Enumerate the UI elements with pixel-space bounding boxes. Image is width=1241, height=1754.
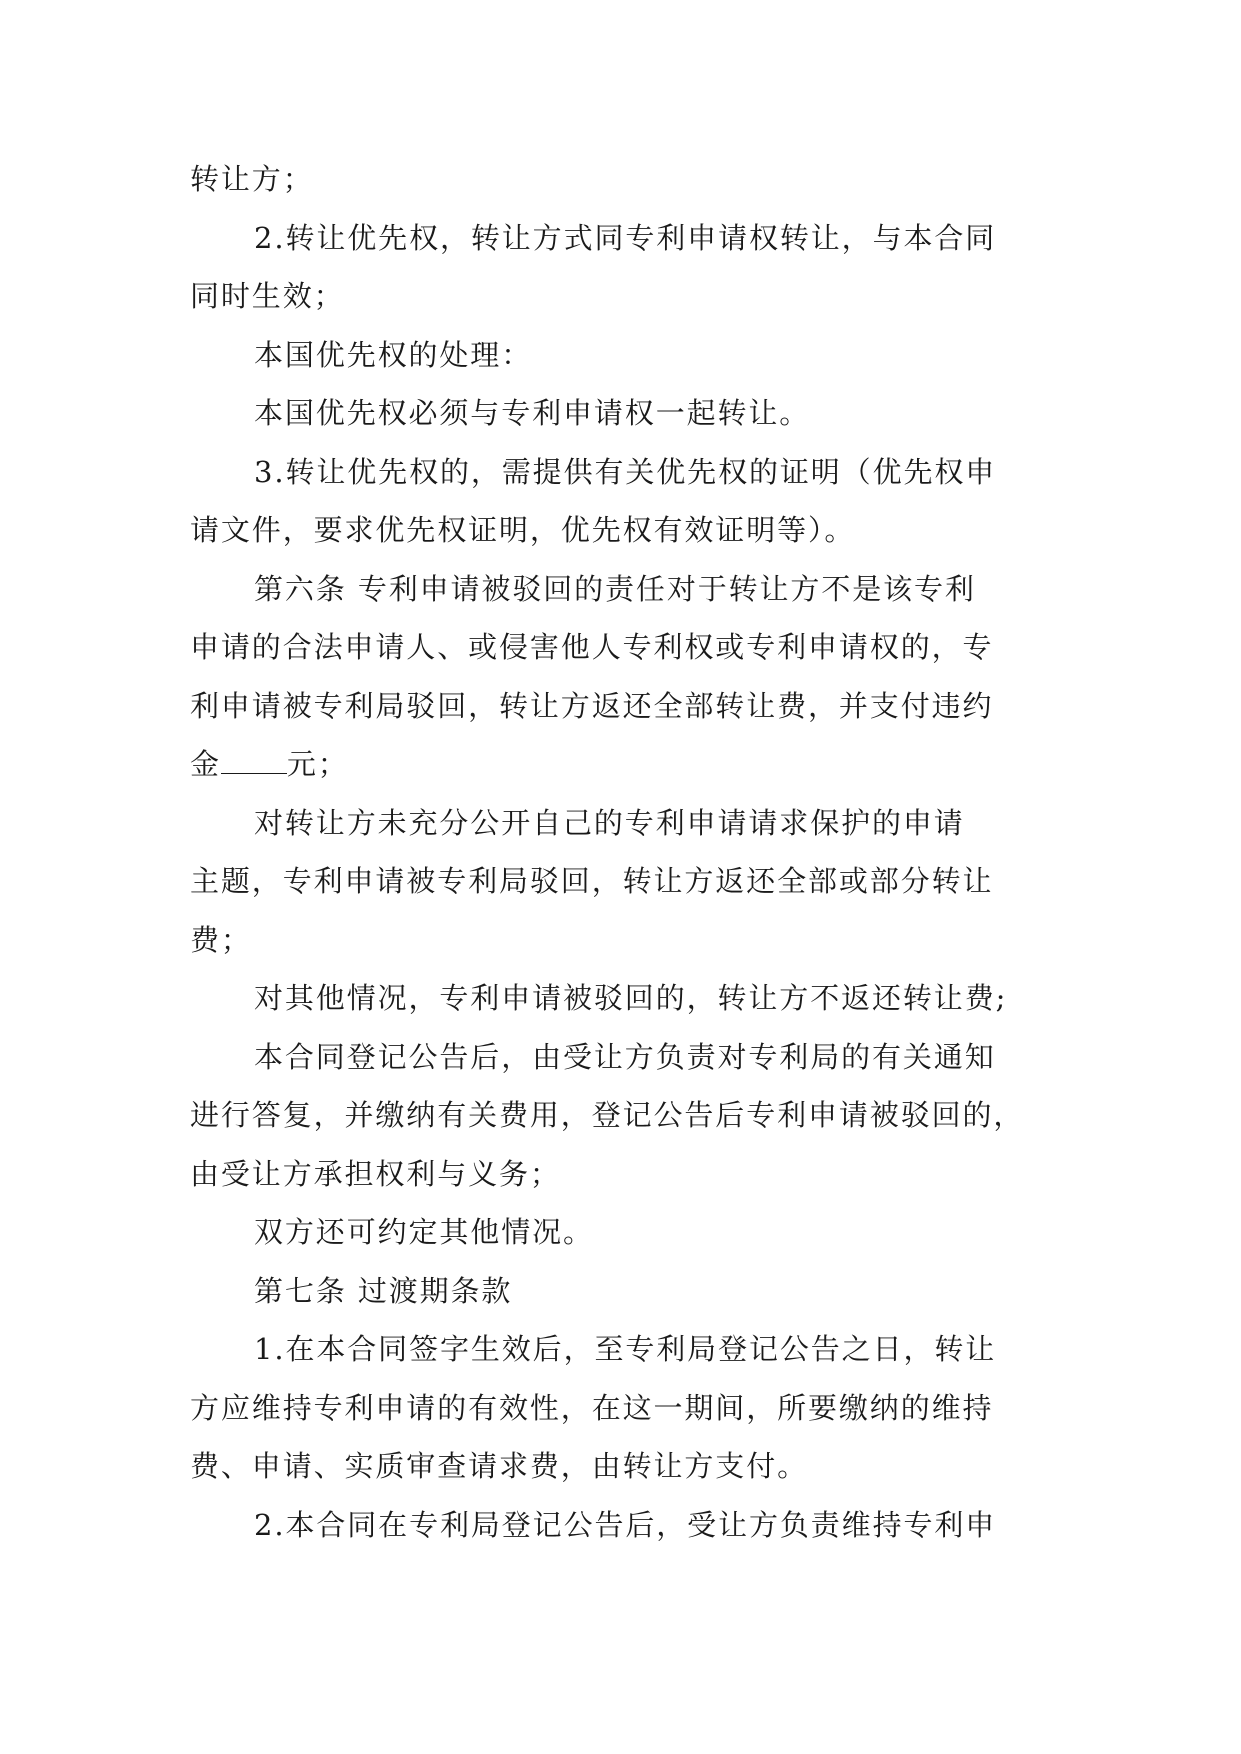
- text-line: 本合同登记公告后，由受让方负责对专利局的有关通知: [254, 1039, 996, 1074]
- paragraph-domestic-priority-rule: [190, 384, 1050, 443]
- text-line: 进行答复，并缴纳有关费用，登记公告后专利申请被驳回的，: [190, 1098, 1025, 1132]
- penalty-label: 金: [190, 747, 221, 781]
- paragraph-priority-proof: [190, 443, 1050, 560]
- text-line: 主题，专利申请被专利局驳回，转让方返还全部或部分转让: [190, 864, 994, 898]
- paragraph-article-6: [190, 560, 1050, 794]
- text-line: 申请的合法申请人、或侵害他人专利权或专利申请权的，专: [190, 630, 994, 664]
- paragraph-transition-2: [190, 1496, 1050, 1555]
- text-line: 同时生效；: [190, 279, 345, 313]
- text-line: 第七条 过渡期条款: [254, 1273, 513, 1308]
- paragraph-insufficient-disclosure: [190, 794, 1050, 970]
- paragraph-transition-1: [190, 1320, 1050, 1496]
- text-line: 对其他情况，专利申请被驳回的，转让方不返还转让费;: [254, 981, 1008, 1015]
- text-line: 请文件，要求优先权证明，优先权有效证明等）。: [190, 513, 856, 547]
- paragraph-priority-transfer: [190, 209, 1050, 326]
- text-line: 1.在本合同签字生效后，至专利局登记公告之日，转让: [254, 1332, 997, 1366]
- text-line: 对转让方未充分公开自己的专利申请请求保护的申请: [254, 805, 965, 840]
- paragraph-transferor-end: [190, 150, 1050, 209]
- penalty-amount-blank: [221, 749, 287, 774]
- paragraph-other-cases: [190, 969, 1050, 1028]
- text-line: 第六条 专利申请被驳回的责任对于转让方不是该专利: [254, 571, 976, 606]
- text-line: 本国优先权必须与专利申请权一起转让。: [254, 396, 811, 430]
- paragraph-after-registration: [190, 1028, 1050, 1204]
- text-line: 转让方；: [190, 162, 314, 196]
- text-line: 2.本合同在专利局登记公告后，受让方负责维持专利申: [254, 1507, 997, 1542]
- text-line: 利申请被专利局驳回，转让方返还全部转让费，并支付违约: [190, 688, 994, 723]
- document-page: [190, 150, 1050, 1554]
- text-line: 本国优先权的处理：: [254, 337, 533, 372]
- text-line: 费；: [190, 922, 252, 957]
- penalty-unit: 元；: [286, 747, 349, 781]
- paragraph-domestic-priority-heading: [190, 326, 1050, 385]
- text-line: 双方还可约定其他情况。: [254, 1215, 594, 1249]
- text-line: 费、申请、实质审查请求费，由转让方支付。: [190, 1449, 809, 1483]
- paragraph-article-7-heading: [190, 1262, 1050, 1321]
- text-line: 3.转让优先权的，需提供有关优先权的证明（优先权申: [254, 454, 997, 489]
- paragraph-other-agreements: [190, 1203, 1050, 1262]
- text-line: [190, 735, 1050, 794]
- text-line: 方应维持专利申请的有效性，在这一期间，所要缴纳的维持: [190, 1390, 994, 1425]
- text-line: 由受让方承担权利与义务；: [190, 1156, 561, 1191]
- text-line: 2.转让优先权，转让方式同专利申请权转让，与本合同: [254, 220, 997, 255]
